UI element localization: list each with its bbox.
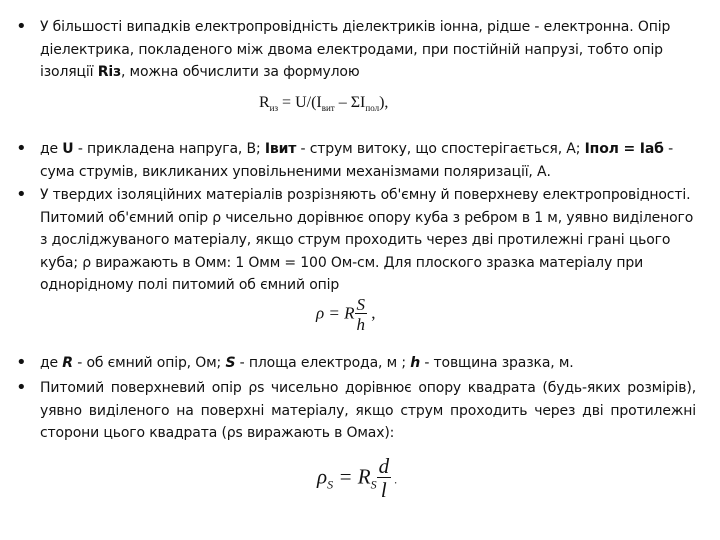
formula-part: ρ <box>317 464 328 489</box>
bullet-marker: • <box>16 16 27 37</box>
formula-fraction <box>377 456 392 501</box>
bold-term-u: U <box>62 141 74 157</box>
formula-part: ρ = R <box>316 303 355 323</box>
formula-volume-resistivity <box>316 296 376 333</box>
bold-italic-r: R <box>62 355 73 371</box>
formula-subscript: S <box>370 477 377 492</box>
bullet-item-1 <box>16 16 696 84</box>
formula-fraction <box>355 296 368 333</box>
text-span: де <box>40 141 63 157</box>
formula-part: . <box>391 472 398 487</box>
text-span: - струм витоку, що спостерігається, А; <box>296 141 585 157</box>
fraction-numerator: S <box>356 295 366 314</box>
bullet-marker: • <box>16 184 27 205</box>
formula-subscript: из <box>269 103 279 114</box>
text-span: - прикладена напруга, В; <box>73 141 265 157</box>
bullet-item-4 <box>16 352 696 375</box>
text-span: - сума струмів, викликаних уповільненими механізмами поляризації, А. <box>40 141 673 180</box>
fraction-denominator: l <box>380 478 387 502</box>
bullet-text-4 <box>40 352 696 375</box>
text-span: , можна обчислити за формулою <box>120 64 360 80</box>
fraction-denominator: h <box>356 315 366 334</box>
formula-subscript: S <box>327 477 334 492</box>
formula-part: R <box>259 94 270 111</box>
formula-insulation-resistance <box>259 94 388 113</box>
bullet-text-1 <box>40 16 696 84</box>
text-span: - площа електрода, м ; <box>235 355 411 371</box>
formula-surface-resistivity <box>317 456 397 501</box>
formula-part: ), <box>379 94 389 111</box>
bullet-marker: • <box>16 138 27 159</box>
bullet-item-5 <box>16 377 696 445</box>
formula-part: = U/(I <box>278 94 322 111</box>
bold-term-ivit: Iвит <box>264 141 297 157</box>
text-span: - товщина зразка, м. <box>420 355 574 371</box>
bold-italic-h: h <box>410 355 421 371</box>
formula-part: , <box>367 303 376 323</box>
formula-subscript: пол <box>365 103 380 114</box>
text-span: - об ємний опір, Ом; <box>72 355 226 371</box>
bullet-marker: • <box>16 377 27 398</box>
bold-italic-s: S <box>225 355 236 371</box>
bold-term-ipol: Iпол = Iаб <box>584 141 664 157</box>
formula-part: – ΣI <box>334 94 366 111</box>
bullet-text-3: У твердих ізоляційних матеріалів розрізняють об'ємну й поверхневу електропровідності. Питомий об'ємний опір ρ чисельно дорівнює опору куба з ребром в 1 м, уявно виділеного з досліджуваного матеріалу, якщо струм проходить через дві протилежні грані цього куба; ρ виражають в Омм: 1 Омм = 100 Ом-см. Для плоского зразка матеріалу при однорідному полі питомий об ємний опір <box>40 187 694 293</box>
bullet-text-2 <box>40 138 696 183</box>
bullet-text-5: Питомий поверхневий опір ρs чисельно дорівнює опору квадрата (будь-яких розмірів), уявно виділеного на поверхні матеріалу, якщо струм проходить через дві протилежні сторони цього квадрата (ρs виражають в Омах): <box>40 380 696 441</box>
fraction-numerator: d <box>378 454 390 478</box>
text-span: де <box>40 355 63 371</box>
formula-part: = R <box>333 464 371 489</box>
formula-subscript: вит <box>321 103 335 114</box>
bold-term-riz: Rіз <box>97 64 121 80</box>
bullet-item-2 <box>16 138 696 183</box>
bullet-item-3 <box>16 184 696 297</box>
text-span: У більшості випадків електропровідність діелектриків іонна, рідше - електронна. Опір діелектрика, покладеного між двома електродами, при постійній напрузі, тобто опір ізоляції <box>40 19 671 80</box>
bullet-marker: • <box>16 352 27 373</box>
